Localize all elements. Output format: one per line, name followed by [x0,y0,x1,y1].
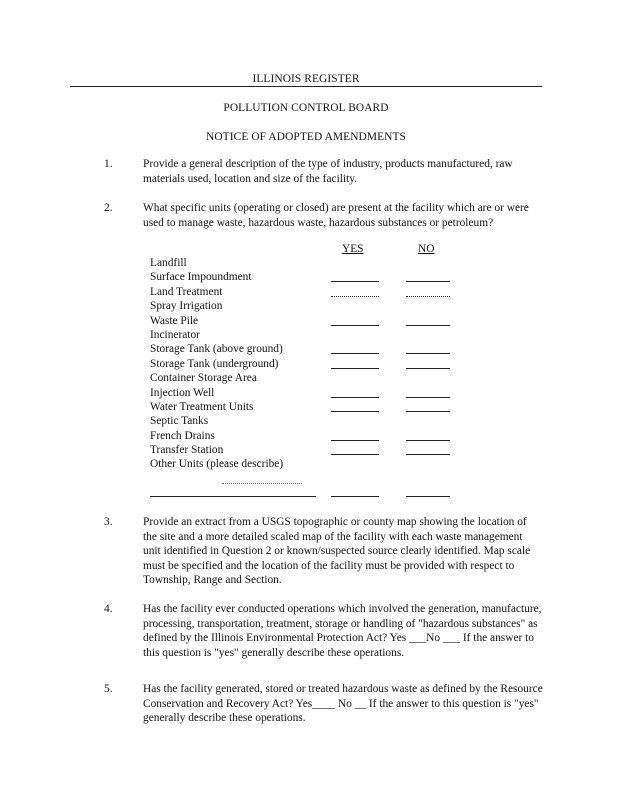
other-units-faint-line [222,483,302,484]
other-units-no-blank[interactable] [406,496,450,497]
unit-label: Landfill [150,257,187,269]
yes-answer-blank[interactable] [331,353,379,354]
unit-label: Surface Impoundment [150,271,252,284]
unit-label: Transfer Station [150,444,224,457]
unit-label: Land Treatment [150,285,223,298]
no-answer-blank[interactable] [406,368,450,369]
question-text: Has the facility generated, stored or treated hazardous waste as defined by the Resource Conservation and Recovery Act? Yes____ No __ If the answer to this question is "yes" generally describe these operations. [143,683,543,724]
question-number: 3. [104,516,113,528]
yes-answer-blank[interactable] [331,325,379,326]
unit-label: Incinerator [150,328,200,341]
unit-row-surface-impoundment [150,270,470,284]
notice-heading: NOTICE OF ADOPTED AMENDMENTS [206,131,406,143]
unit-label: Spray Irrigation [150,300,223,313]
yes-column-header: YES [342,243,364,255]
unit-label: Waste Pile [150,314,199,327]
unit-row-transfer-station [150,443,470,457]
no-answer-blank[interactable] [406,411,450,412]
question-number: 4. [104,603,113,615]
unit-row-land-treatment [150,285,470,299]
yes-answer-blank[interactable] [331,281,379,282]
no-answer-blank[interactable] [406,353,450,354]
question-text: Provide a general description of the type of industry, products manufactured, raw materials used, location and size of the facility. [143,158,513,185]
yes-answer-blank[interactable] [331,440,379,441]
waste-unit-list [150,256,470,472]
question-text: Provide an extract from a USGS topographic or county map showing the location of the site and a more detailed scaled map of the facility with each waste management unit identified in Question 2 or known/suspected source clearly identified. Map scale must be specified and the location of the facility must be provided with respect to Township, Range and Section. [143,516,531,586]
unit-label: Injection Well [150,386,215,399]
no-answer-blank[interactable] [406,281,450,282]
yes-answer-blank[interactable] [331,397,379,398]
unit-label: Storage Tank (above ground) [150,343,283,356]
unit-row-other-units [150,457,470,471]
question-number: 1. [104,158,113,170]
no-answer-blank[interactable] [406,325,450,326]
yes-answer-blank[interactable] [331,411,379,412]
yes-answer-blank[interactable] [331,454,379,455]
unit-row-storage-tank-under [150,357,470,371]
unit-row-septic-tanks [150,414,470,428]
unit-row-water-treatment [150,400,470,414]
question-number: 5. [104,683,113,695]
unit-label: Storage Tank (underground) [150,357,279,370]
no-answer-blank[interactable] [406,296,450,297]
yes-answer-blank[interactable] [331,296,379,297]
other-units-describe-blank[interactable] [150,496,316,497]
unit-row-injection-well [150,386,470,400]
unit-row-incinerator [150,328,470,342]
board-heading: POLLUTION CONTROL BOARD [223,102,389,114]
question-number: 2. [104,202,113,214]
no-answer-blank[interactable] [406,440,450,441]
unit-label: Other Units (please describe) [150,458,284,471]
no-answer-blank[interactable] [406,454,450,455]
other-units-yes-blank[interactable] [331,496,379,497]
unit-label: Container Storage Area [150,372,257,385]
unit-label: French Drains [150,429,215,442]
unit-row-french-drains [150,429,470,443]
yes-answer-blank[interactable] [331,368,379,369]
register-heading: ILLINOIS REGISTER [70,73,542,87]
unit-label: Septic Tanks [150,415,209,428]
unit-label: Water Treatment Units [150,400,254,413]
unit-row-container-storage [150,371,470,385]
unit-row-waste-pile [150,314,470,328]
unit-row-storage-tank-above [150,342,470,356]
unit-row-landfill [150,256,470,270]
no-answer-blank[interactable] [406,397,450,398]
question-text: What specific units (operating or closed) are present at the facility which are or were used to manage waste, hazardous waste, hazardous substances or petroleum? [143,202,529,229]
question-text: Has the facility ever conducted operations which involved the generation, manufacture, processing, transportation, treatment, storage or handling of "hazardous substances" as defined by the Illinois Environmental Protection Act? Yes ___No ___ If the answer to this question is "yes" generally describe these operations. [143,603,542,659]
unit-row-spray-irrigation [150,299,470,313]
no-column-header: NO [418,243,435,255]
